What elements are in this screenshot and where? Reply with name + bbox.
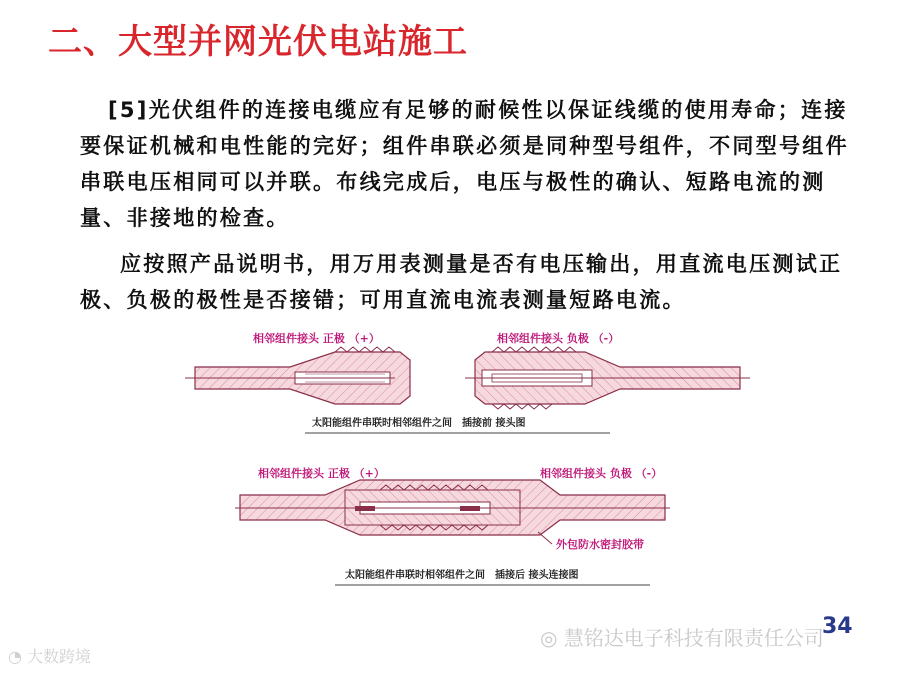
tape-label: 外包防水密封胶带 (556, 538, 644, 551)
bottom-right-label: 相邻组件接头 负极 （-） (540, 467, 663, 480)
slide-title: 二、大型并网光伏电站施工 (48, 22, 468, 62)
brand-watermark (8, 644, 91, 667)
wechat-icon: ◎ (540, 626, 564, 650)
brand-watermark-text: 大数跨境 (27, 647, 92, 666)
page-number: 34 (822, 614, 853, 639)
top-caption: 太阳能组件串联时相邻组件之间 插接前 接头图 (312, 418, 526, 429)
connector-diagram-svg (0, 320, 900, 590)
company-watermark-text: 慧铭达电子科技有限责任公司 (563, 626, 824, 650)
paragraph-cable-requirements: [5]光伏组件的连接电缆应有足够的耐候性以保证线缆的使用寿命；连接要保证机械和电性能的完好；组件串联必须是同种型号组件，不同型号组件串联电压相同可以并联。布线完成后，电压与极性的确认、短路电流的测量、非接地的检查。 (80, 98, 849, 230)
paragraph-measurement: 应按照产品说明书，用万用表测量是否有电压输出，用直流电压测试正极、负极的极性是否接错；可用直流电流表测量短路电流。 (80, 252, 843, 312)
bottom-left-label: 相邻组件接头 正极 （+） (258, 467, 385, 480)
company-watermark (540, 622, 824, 651)
connector-diagram (0, 320, 900, 590)
bottom-caption: 太阳能组件串联时相邻组件之间 插接后 接头连接图 (345, 570, 579, 581)
brand-logo-icon: ◔ (8, 647, 28, 666)
bottom-joined-connector (235, 480, 670, 544)
top-positive-connector (185, 347, 410, 404)
top-right-label: 相邻组件接头 负极 （-） (497, 332, 620, 345)
top-left-label: 相邻组件接头 正极 （+） (253, 332, 380, 345)
top-negative-connector (465, 347, 750, 409)
